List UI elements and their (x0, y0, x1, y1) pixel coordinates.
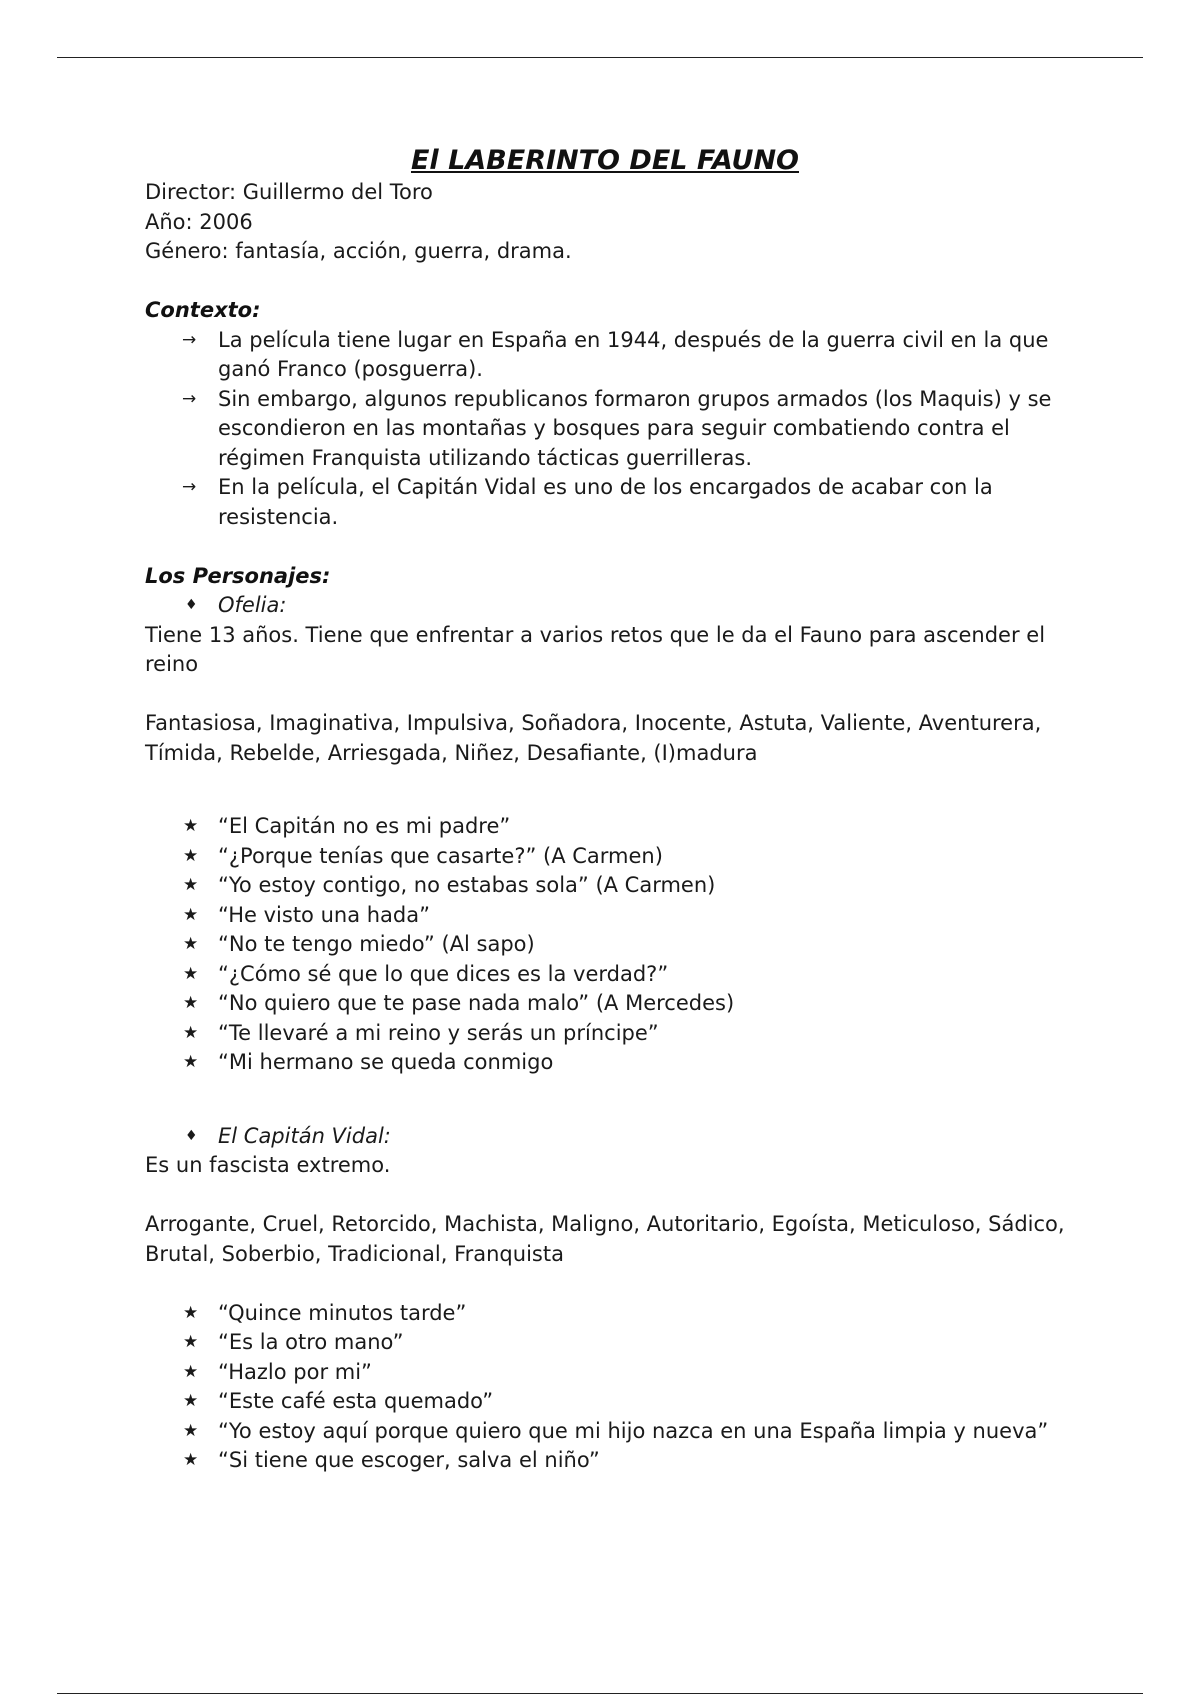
arrow-icon: → (182, 477, 197, 497)
context-item-text: Sin embargo, algunos republicanos formaron grupos armados (los Maquis) y se escondieron en las montañas y bosques para seguir combatiendo contra el régimen Franquista utilizando tácticas guerrilleras. (218, 386, 1052, 470)
quote-item (145, 871, 1065, 901)
vidal-quotes (145, 1299, 1065, 1476)
quote-item (145, 960, 1065, 990)
context-item (145, 473, 1065, 532)
spacer (145, 1181, 1065, 1211)
quote-text: “Yo estoy aquí porque quiero que mi hijo nazca en una España limpia y nueva” (218, 1418, 1049, 1443)
spacer (145, 768, 1065, 812)
context-item-text: En la película, el Capitán Vidal es uno de los encargados de acabar con la resistencia. (218, 475, 993, 529)
character-name-item (145, 1122, 1065, 1152)
diamond-icon: ♦ (185, 1127, 198, 1144)
star-icon: ★ (183, 875, 199, 895)
star-icon: ★ (183, 1332, 199, 1352)
director-line: Director: Guillermo del Toro (145, 180, 433, 204)
quote-text: “¿Porque tenías que casarte?” (A Carmen) (218, 843, 663, 868)
quote-text: “Mi hermano se queda conmigo (218, 1050, 554, 1074)
diamond-icon: ♦ (185, 597, 198, 613)
star-icon: ★ (183, 1052, 199, 1072)
context-list (145, 326, 1065, 533)
context-heading: Contexto: (145, 298, 261, 322)
quote-item (145, 901, 1065, 931)
star-icon: ★ (183, 1391, 199, 1411)
ofelia-traits: Fantasiosa, Imaginativa, Impulsiva, Soñadora, Inocente, Astuta, Valiente, Aventurera, Tímida, Rebelde, Arriesgada, Niñez, Desafiante, (I)madura (145, 711, 1042, 765)
star-icon: ★ (183, 904, 199, 925)
star-icon: ★ (183, 1420, 199, 1441)
arrow-icon: → (182, 329, 197, 350)
top-rule (57, 57, 1143, 58)
quote-text: “¿Cómo sé que lo que dices es la verdad?” (218, 961, 669, 986)
quote-item (145, 1019, 1065, 1049)
vidal-description: Es un fascista extremo. (145, 1153, 391, 1177)
quote-item (145, 1048, 1065, 1078)
vidal-traits: Arrogante, Cruel, Retorcido, Machista, Maligno, Autoritario, Egoísta, Meticuloso, Sádico, Brutal, Soberbio, Tradicional, Franquista (145, 1212, 1065, 1266)
character-name-item (145, 591, 1065, 621)
star-icon: ★ (183, 1302, 199, 1323)
spacer (145, 532, 1065, 562)
quote-item (145, 989, 1065, 1019)
spacer (145, 680, 1065, 710)
quote-text: “No te tengo miedo” (Al sapo) (218, 932, 535, 956)
document-title: El LABERINTO DEL FAUNO (410, 145, 799, 176)
quote-item (145, 1358, 1065, 1388)
vidal-heading-list (145, 1122, 1065, 1152)
arrow-icon: → (182, 388, 197, 409)
star-icon: ★ (183, 1361, 199, 1382)
quote-text: “Si tiene que escoger, salva el niño” (218, 1448, 600, 1472)
star-icon: ★ (183, 963, 199, 984)
ofelia-description: Tiene 13 años. Tiene que enfrentar a varios retos que le da el Fauno para ascender el reino (145, 622, 1046, 676)
document-page (145, 144, 1065, 1476)
quote-item (145, 1299, 1065, 1329)
quote-text: “Te llevaré a mi reino y serás un príncipe” (218, 1020, 659, 1045)
quote-text: “Este café esta quemado” (218, 1389, 494, 1413)
quote-item (145, 812, 1065, 842)
spacer (145, 1269, 1065, 1299)
star-icon: ★ (183, 934, 199, 954)
quote-text: “Yo estoy contigo, no estabas sola” (A Carmen) (218, 873, 716, 897)
star-icon: ★ (183, 993, 199, 1013)
quote-item (145, 1417, 1065, 1447)
quote-item (145, 930, 1065, 960)
quote-item (145, 842, 1065, 872)
quote-text: “Es la otro mano” (218, 1330, 404, 1354)
ofelia-name: Ofelia: (218, 593, 287, 617)
quote-text: “He visto una hada” (218, 902, 430, 927)
star-icon: ★ (183, 845, 199, 866)
star-icon: ★ (183, 816, 199, 836)
genre-line: Género: fantasía, acción, guerra, drama. (145, 239, 572, 263)
quote-item (145, 1328, 1065, 1358)
ofelia-quotes (145, 812, 1065, 1078)
ofelia-heading-list (145, 591, 1065, 621)
bottom-rule (57, 1693, 1143, 1694)
quote-text: “Hazlo por mi” (218, 1359, 372, 1384)
vidal-name: El Capitán Vidal: (218, 1123, 391, 1148)
spacer (145, 267, 1065, 297)
star-icon: ★ (183, 1450, 199, 1470)
context-item-text: La película tiene lugar en España en 1944, después de la guerra civil en la que ganó Franco (posguerra). (218, 327, 1049, 381)
star-icon: ★ (183, 1022, 199, 1043)
context-item (145, 326, 1065, 385)
year-line: Año: 2006 (145, 209, 253, 234)
characters-heading: Los Personajes: (145, 563, 331, 588)
quote-item (145, 1387, 1065, 1417)
context-item (145, 385, 1065, 474)
spacer (145, 1078, 1065, 1122)
quote-text: “El Capitán no es mi padre” (218, 814, 511, 838)
quote-text: “Quince minutos tarde” (218, 1300, 467, 1325)
quote-text: “No quiero que te pase nada malo” (A Mercedes) (218, 991, 735, 1015)
quote-item (145, 1446, 1065, 1476)
